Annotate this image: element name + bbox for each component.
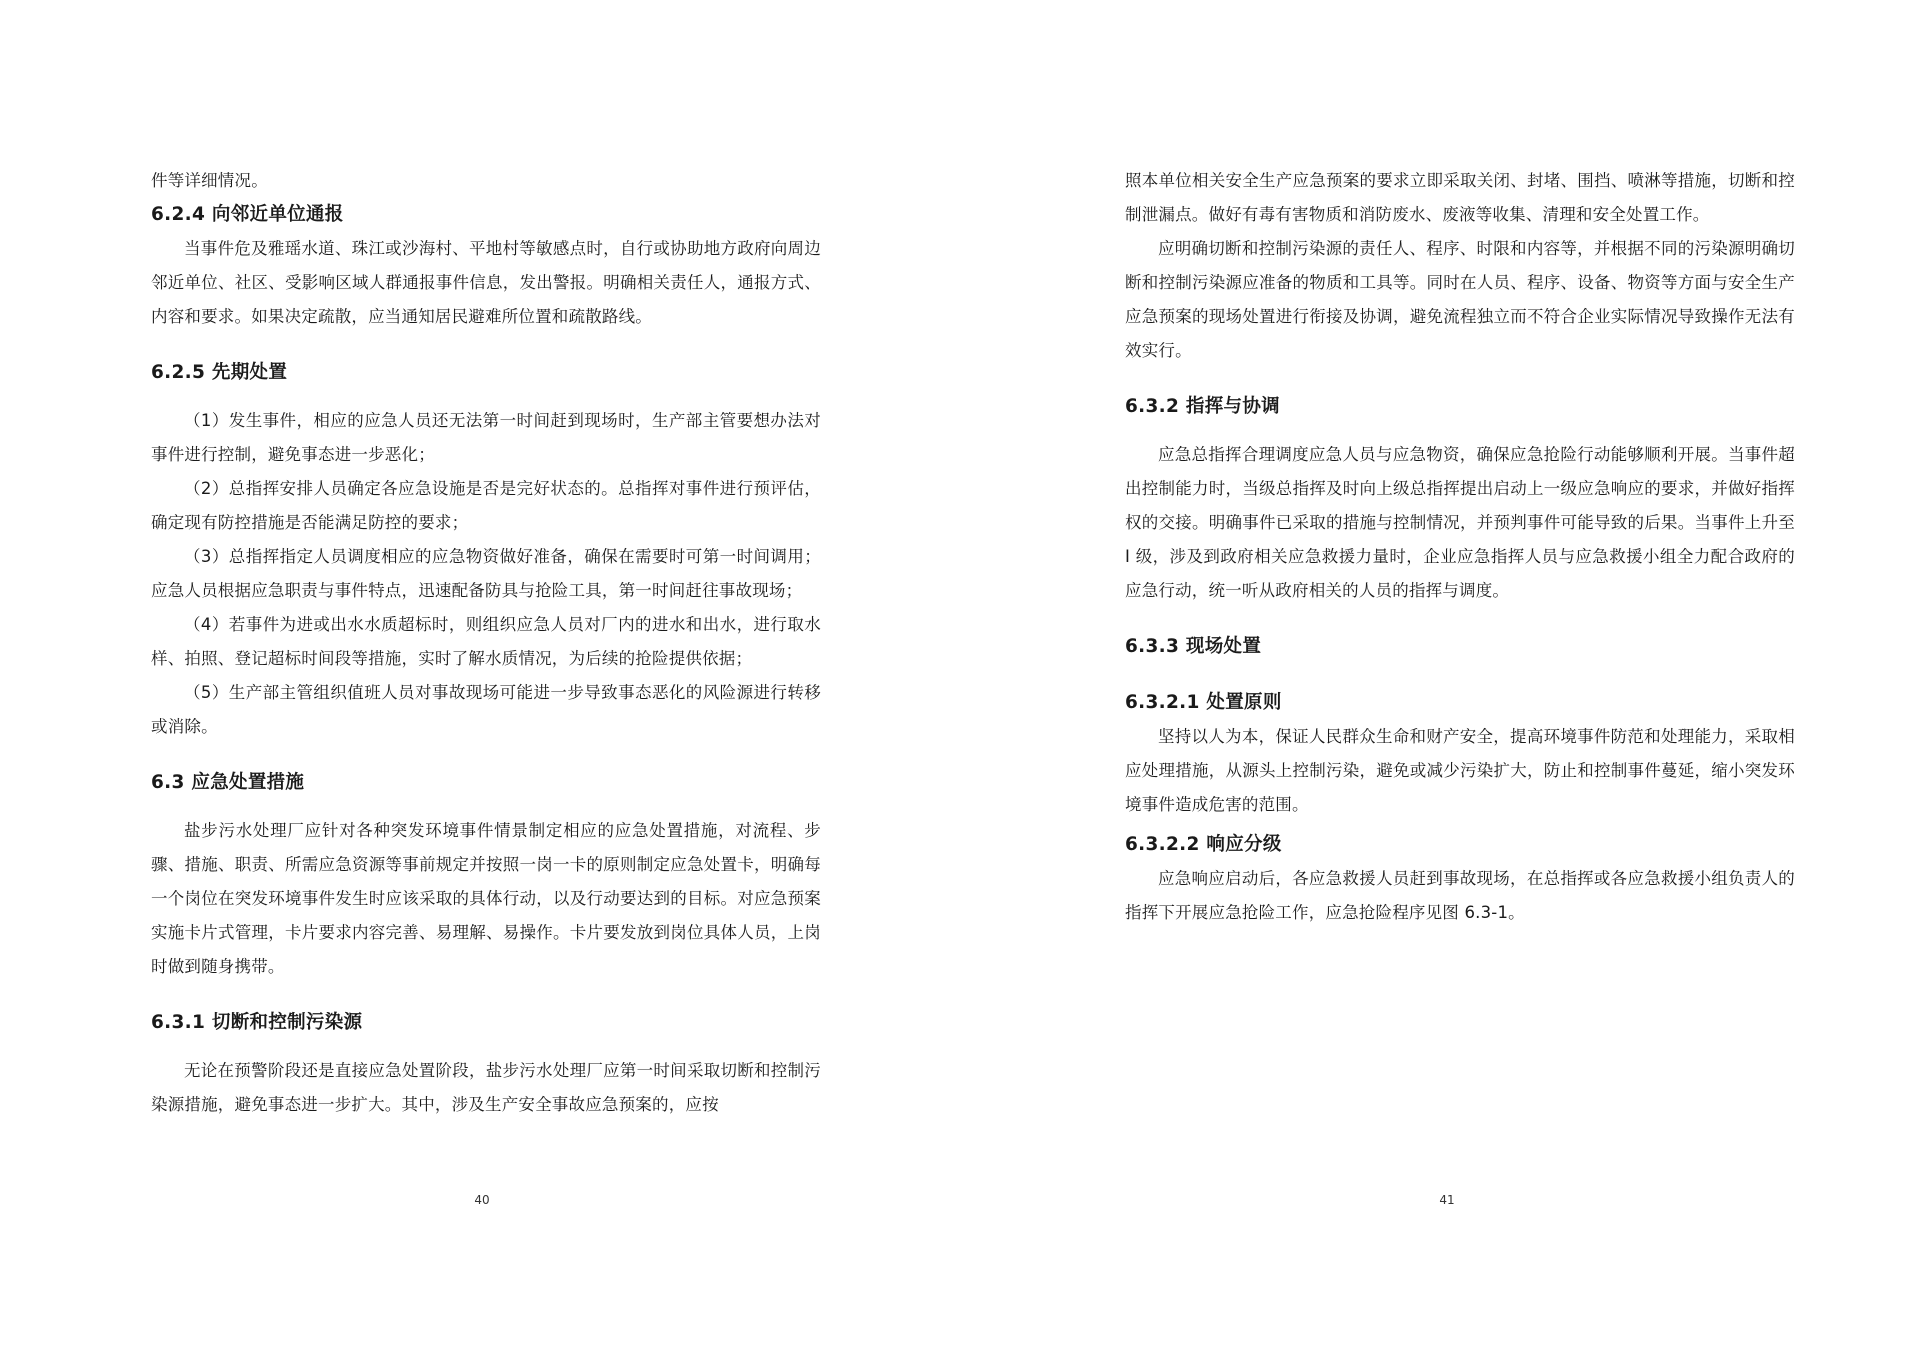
- body-paragraph: 坚持以人为本，保证人民群众生命和财产安全，提高环境事件防范和处理能力，采取相应处理措施，从源头上控制污染，避免或减少污染扩大，防止和控制事件蔓延，缩小突发环境事件造成危害的范围。: [1125, 727, 1795, 814]
- spacer: [1125, 368, 1795, 390]
- spacer: [151, 1040, 821, 1054]
- section-heading: 6.3.2.2 响应分级: [1125, 834, 1282, 855]
- body-paragraph: 无论在预警阶段还是直接应急处置阶段，盐步污水处理厂应第一时间采取切断和控制污染源措施，避免事态进一步扩大。其中，涉及生产安全事故应急预案的，应按: [151, 1061, 821, 1114]
- section-heading: 6.3.2 指挥与协调: [1125, 396, 1280, 417]
- body-paragraph: 当事件危及雅瑶水道、珠江或沙海村、平地村等敏感点时，自行或协助地方政府向周边邻近单位、社区、受影响区域人群通报事件信息，发出警报。明确相关责任人，通报方式、内容和要求。如果决定疏散，应当通知居民避难所位置和疏散路线。: [151, 239, 821, 326]
- spacer: [151, 744, 821, 766]
- left-page-content: [151, 164, 821, 1122]
- spacer: [151, 800, 821, 814]
- body-paragraph: （2）总指挥安排人员确定各应急设施是否是完好状态的。总指挥对事件进行预评估，确定现有防控措施是否能满足防控的要求；: [151, 479, 821, 532]
- body-paragraph: （5）生产部主管组织值班人员对事故现场可能进一步导致事态恶化的风险源进行转移或消除。: [151, 683, 821, 736]
- body-paragraph: 应急总指挥合理调度应急人员与应急物资，确保应急抢险行动能够顺利开展。当事件超出控制能力时，当级总指挥及时向上级总指挥提出启动上一级应急响应的要求，并做好指挥权的交接。明确事件已采取的措施与控制情况，并预判事件可能导致的后果。当事件上升至 I 级，涉及到政府相关应急救援力量时，企业应急指挥人员与应急救援小组全力配合政府的应急行动，统一听从政府相关的人员的指挥与调度。: [1125, 445, 1795, 600]
- spacer: [151, 390, 821, 404]
- section-heading: 6.3.3 现场处置: [1125, 636, 1262, 657]
- spacer: [1125, 664, 1795, 686]
- body-paragraph: 件等详细情况。: [151, 171, 268, 190]
- section-heading: 6.3 应急处置措施: [151, 772, 305, 793]
- body-paragraph: （1）发生事件，相应的应急人员还无法第一时间赶到现场时，生产部主管要想办法对事件进行控制，避免事态进一步恶化；: [151, 411, 821, 464]
- right-page: [960, 0, 1920, 1358]
- section-heading: 6.2.4 向邻近单位通报: [151, 204, 344, 225]
- section-heading: 6.3.1 切断和控制污染源: [151, 1012, 363, 1033]
- spacer: [1125, 424, 1795, 438]
- page-number-left: 40: [474, 1193, 490, 1207]
- body-paragraph: 照本单位相关安全生产应急预案的要求立即采取关闭、封堵、围挡、喷淋等措施，切断和控制泄漏点。做好有毒有害物质和消防废水、废液等收集、清理和安全处置工作。: [1125, 171, 1795, 224]
- section-heading: 6.2.5 先期处置: [151, 362, 288, 383]
- section-heading: 6.3.2.1 处置原则: [1125, 692, 1282, 713]
- spacer: [151, 334, 821, 356]
- body-paragraph: 盐步污水处理厂应针对各种突发环境事件情景制定相应的应急处置措施，对流程、步骤、措施、职责、所需应急资源等事前规定并按照一岗一卡的原则制定应急处置卡，明确每一个岗位在突发环境事件发生时应该采取的具体行动，以及行动要达到的目标。对应急预案实施卡片式管理，卡片要求内容完善、易理解、易操作。卡片要发放到岗位具体人员，上岗时做到随身携带。: [151, 821, 821, 976]
- right-page-content: [1125, 164, 1795, 930]
- spacer: [151, 984, 821, 1006]
- body-paragraph: （3）总指挥指定人员调度相应的应急物资做好准备，确保在需要时可第一时间调用；应急人员根据应急职责与事件特点，迅速配备防具与抢险工具，第一时间赶往事故现场；: [151, 547, 821, 600]
- page-number-right: 41: [1439, 1193, 1455, 1207]
- body-paragraph: 应明确切断和控制污染源的责任人、程序、时限和内容等，并根据不同的污染源明确切断和控制污染源应准备的物质和工具等。同时在人员、程序、设备、物资等方面与安全生产应急预案的现场处置进行衔接及协调，避免流程独立而不符合企业实际情况导致操作无法有效实行。: [1125, 239, 1795, 360]
- spacer: [1125, 608, 1795, 630]
- body-paragraph: （4）若事件为进或出水水质超标时，则组织应急人员对厂内的进水和出水，进行取水样、拍照、登记超标时间段等措施，实时了解水质情况，为后续的抢险提供依据；: [151, 615, 821, 668]
- body-paragraph: 应急响应启动后，各应急救援人员赶到事故现场，在总指挥或各应急救援小组负责人的指挥下开展应急抢险工作，应急抢险程序见图 6.3-1。: [1125, 869, 1795, 922]
